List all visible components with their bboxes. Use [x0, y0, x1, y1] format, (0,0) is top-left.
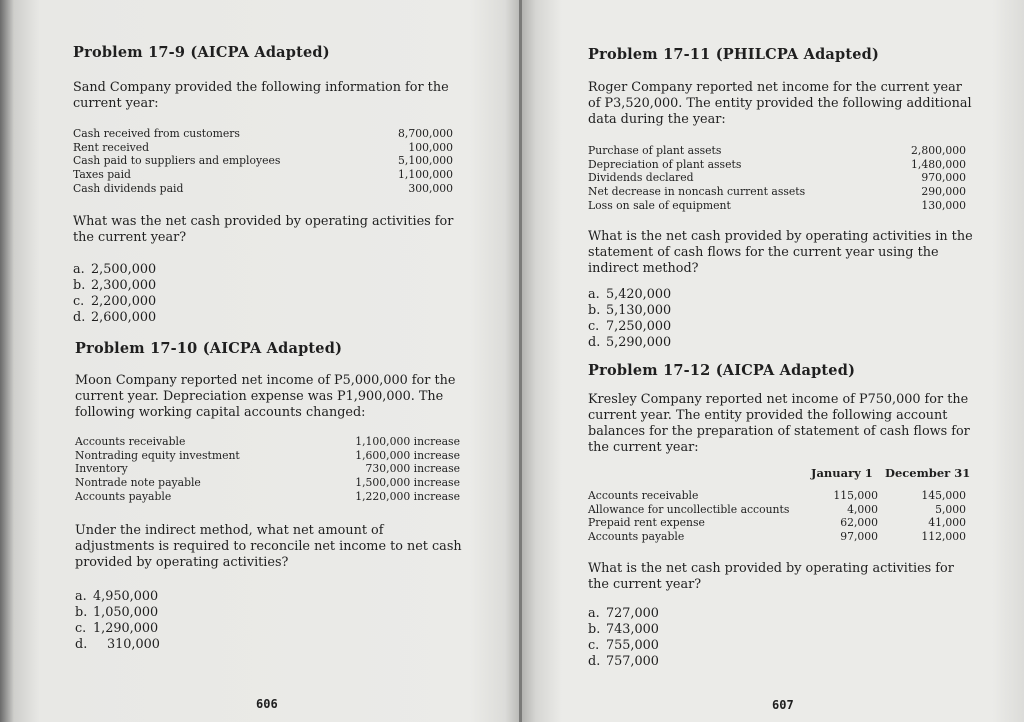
problem-17-12-title: Problem 17-12 (AICPA Adapted)	[588, 362, 856, 379]
table-row	[75, 490, 460, 504]
right-page	[522, 0, 1024, 722]
problem-17-10-options	[75, 589, 160, 653]
row-label: Accounts receivable	[588, 489, 699, 502]
option-c: c. 1,290,000	[75, 621, 159, 636]
table-row	[75, 462, 460, 476]
option-a: a. 5,420,000	[588, 287, 672, 302]
jan-value: 115,000	[833, 489, 878, 502]
item-label: Rent received	[73, 140, 150, 154]
item-value: 130,000	[921, 198, 966, 212]
problem-17-12-question: What is the net cash provided by operating activities for the current year?	[588, 561, 954, 592]
table-row	[73, 182, 453, 196]
option-b: b. 5,130,000	[588, 303, 672, 318]
option-d: d. 310,000	[75, 637, 160, 652]
option-d: d. 5,290,000	[588, 335, 672, 350]
item-value: 1,100,000	[398, 168, 453, 182]
item-label: Inventory	[75, 462, 128, 476]
item-value: 1,500,000 increase	[355, 476, 460, 490]
item-label: Nontrade note payable	[75, 476, 201, 490]
table-row	[588, 516, 966, 530]
problem-17-12-table	[588, 489, 966, 544]
item-label: Nontrading equity investment	[75, 448, 240, 462]
option-b: b. 743,000	[588, 622, 659, 637]
table-row	[588, 185, 966, 199]
item-label: Dividends declared	[588, 171, 694, 185]
item-label: Cash received from customers	[73, 127, 240, 140]
table-row	[588, 171, 966, 185]
item-label: Net decrease in noncash current assets	[588, 185, 806, 199]
table-row	[75, 476, 460, 490]
item-label: Purchase of plant assets	[588, 144, 722, 157]
page-number: 606	[256, 697, 278, 711]
problem-17-12-options	[588, 606, 659, 670]
item-value: 1,480,000	[911, 157, 966, 171]
table-row	[588, 199, 966, 213]
option-c: c. 7,250,000	[588, 319, 672, 334]
table-row	[588, 158, 966, 172]
problem-17-10-intro: Moon Company reported net income of P5,000,000 for the current year. Depreciation expense was P1,900,000. The following working capital accounts changed:	[75, 373, 456, 420]
table-row	[75, 449, 460, 463]
problem-17-11-question: What is the net cash provided by operating activities in the statement of cash flows for the current year using the indirect method?	[588, 229, 973, 276]
item-value: 300,000	[408, 181, 453, 195]
option-b: b. 1,050,000	[75, 605, 159, 620]
problem-17-9-question: What was the net cash provided by operating activities for the current year?	[73, 214, 454, 245]
table-row	[73, 141, 453, 155]
item-value: 290,000	[921, 185, 966, 199]
item-value: 970,000	[921, 171, 966, 185]
row-label: Allowance for uncollectible accounts	[588, 502, 790, 516]
col-header-january: January 1	[811, 466, 873, 480]
option-b: b. 2,300,000	[73, 278, 157, 293]
option-a: a. 4,950,000	[75, 589, 159, 604]
dec-value: 145,000	[921, 489, 966, 502]
problem-17-10-title: Problem 17-10 (AICPA Adapted)	[75, 340, 343, 357]
item-value: 8,700,000	[398, 127, 453, 140]
problem-17-9-title: Problem 17-9 (AICPA Adapted)	[73, 44, 330, 61]
table-row	[588, 489, 966, 503]
item-value: 730,000 increase	[365, 462, 460, 476]
problem-17-10-question: Under the indirect method, what net amount of adjustments is required to reconcile net income to net cash provided by operating activities?	[75, 523, 462, 570]
item-label: Accounts receivable	[75, 435, 186, 448]
item-value: 100,000	[408, 140, 453, 154]
item-label: Taxes paid	[73, 168, 131, 182]
problem-17-9-intro: Sand Company provided the following information for the current year:	[73, 80, 449, 111]
problem-17-12-intro: Kresley Company reported net income of P750,000 for the current year. The entity provided the following account balances for the preparation of statement of cash flows for the current year:	[588, 392, 970, 455]
row-label: Prepaid rent expense	[588, 516, 705, 530]
item-label: Cash paid to suppliers and employees	[73, 154, 281, 168]
jan-value: 4,000	[847, 502, 878, 516]
option-c: c. 2,200,000	[73, 294, 157, 309]
table-row	[73, 154, 453, 168]
problem-17-9-table	[73, 127, 453, 196]
dec-value: 5,000	[935, 502, 966, 516]
item-label: Cash dividends paid	[73, 181, 184, 195]
table-row	[73, 127, 453, 141]
option-a: a. 2,500,000	[73, 262, 157, 277]
option-c: c. 755,000	[588, 638, 659, 653]
table-row	[588, 144, 966, 158]
problem-17-11-intro: Roger Company reported net income for the current year of P3,520,000. The entity provided the following additional data during the year:	[588, 80, 972, 127]
option-a: a. 727,000	[588, 606, 659, 621]
table-row	[588, 503, 966, 517]
problem-17-11-options	[588, 287, 671, 351]
problem-17-10-table	[75, 435, 460, 504]
jan-value: 97,000	[840, 530, 878, 544]
problem-17-9-options	[73, 262, 156, 326]
option-d: d. 2,600,000	[73, 310, 157, 325]
col-header-december: December 31	[885, 466, 971, 480]
item-value: 2,800,000	[911, 144, 966, 157]
item-value: 5,100,000	[398, 154, 453, 168]
dec-value: 41,000	[928, 516, 966, 530]
item-label: Accounts payable	[75, 489, 172, 503]
option-d: d. 757,000	[588, 654, 659, 669]
row-label: Accounts payable	[588, 530, 685, 544]
jan-value: 62,000	[840, 516, 878, 530]
item-value: 1,220,000 increase	[355, 489, 460, 503]
item-label: Loss on sale of equipment	[588, 198, 731, 212]
table-row	[75, 435, 460, 449]
item-value: 1,100,000 increase	[355, 435, 460, 448]
table-row	[588, 530, 966, 544]
page-number: 607	[772, 698, 794, 712]
item-value: 1,600,000 increase	[355, 448, 460, 462]
item-label: Depreciation of plant assets	[588, 157, 742, 171]
dec-value: 112,000	[921, 530, 966, 544]
problem-17-11-table	[588, 144, 966, 213]
problem-17-11-title: Problem 17-11 (PHILCPA Adapted)	[588, 46, 880, 63]
table-row	[73, 168, 453, 182]
